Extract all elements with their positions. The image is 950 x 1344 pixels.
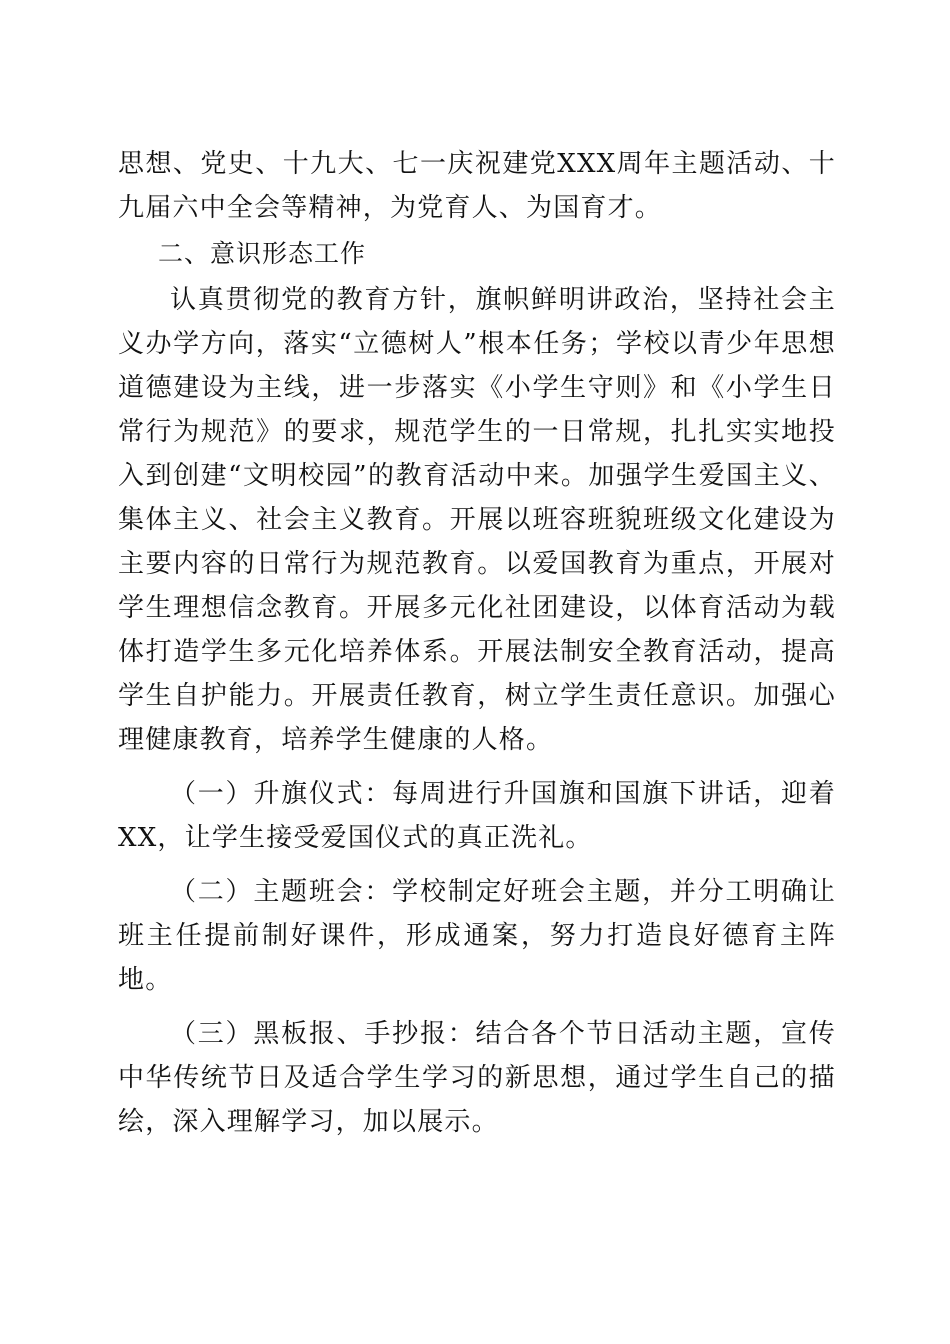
list-item-flag-ceremony: （一）升旗仪式：每周进行升国旗和国旗下讲话，迎着XX，让学生接受爱国仪式的真正洗礼。	[118, 779, 836, 853]
list-item-blackboard-newspaper: （三）黑板报、手抄报：结合各个节日活动主题，宣传中华传统节日及适合学生学习的新思想，通过学生自己的描绘，深入理解学习，加以展示。	[118, 1019, 836, 1137]
continuation-paragraph: 思想、党史、十九大、七一庆祝建党XXX周年主题活动、十九届六中全会等精神，为党育人、为国育才。	[118, 149, 836, 223]
main-paragraph: 认真贯彻党的教育方针，旗帜鲜明讲政治，坚持社会主义办学方向，落实“立德树人”根本任务；学校以青少年思想道德建设为主线，进一步落实《小学生守则》和《小学生日常行为规范》的要求，规范学生的一日常规，扎扎实实地投入到创建“文明校园”的教育活动中来。加强学生爱国主义、集体主义、社会主义教育。开展以班容班貌班级文化建设为主要内容的日常行为规范教育。以爱国教育为重点，开展对学生理想信念教育。开展多元化社团建设，以体育活动为载体打造学生多元化培养体系。开展法制安全教育活动，提高学生自护能力。开展责任教育，树立学生责任意识。加强心理健康教育，培养学生健康的人格。	[118, 285, 836, 755]
list-item-theme-class-meeting: （二）主题班会：学校制定好班会主题，并分工明确让班主任提前制好课件，形成通案，努力打造良好德育主阵地。	[118, 877, 836, 995]
document-body	[118, 142, 836, 1144]
section-heading: 二、意识形态工作	[158, 239, 367, 268]
